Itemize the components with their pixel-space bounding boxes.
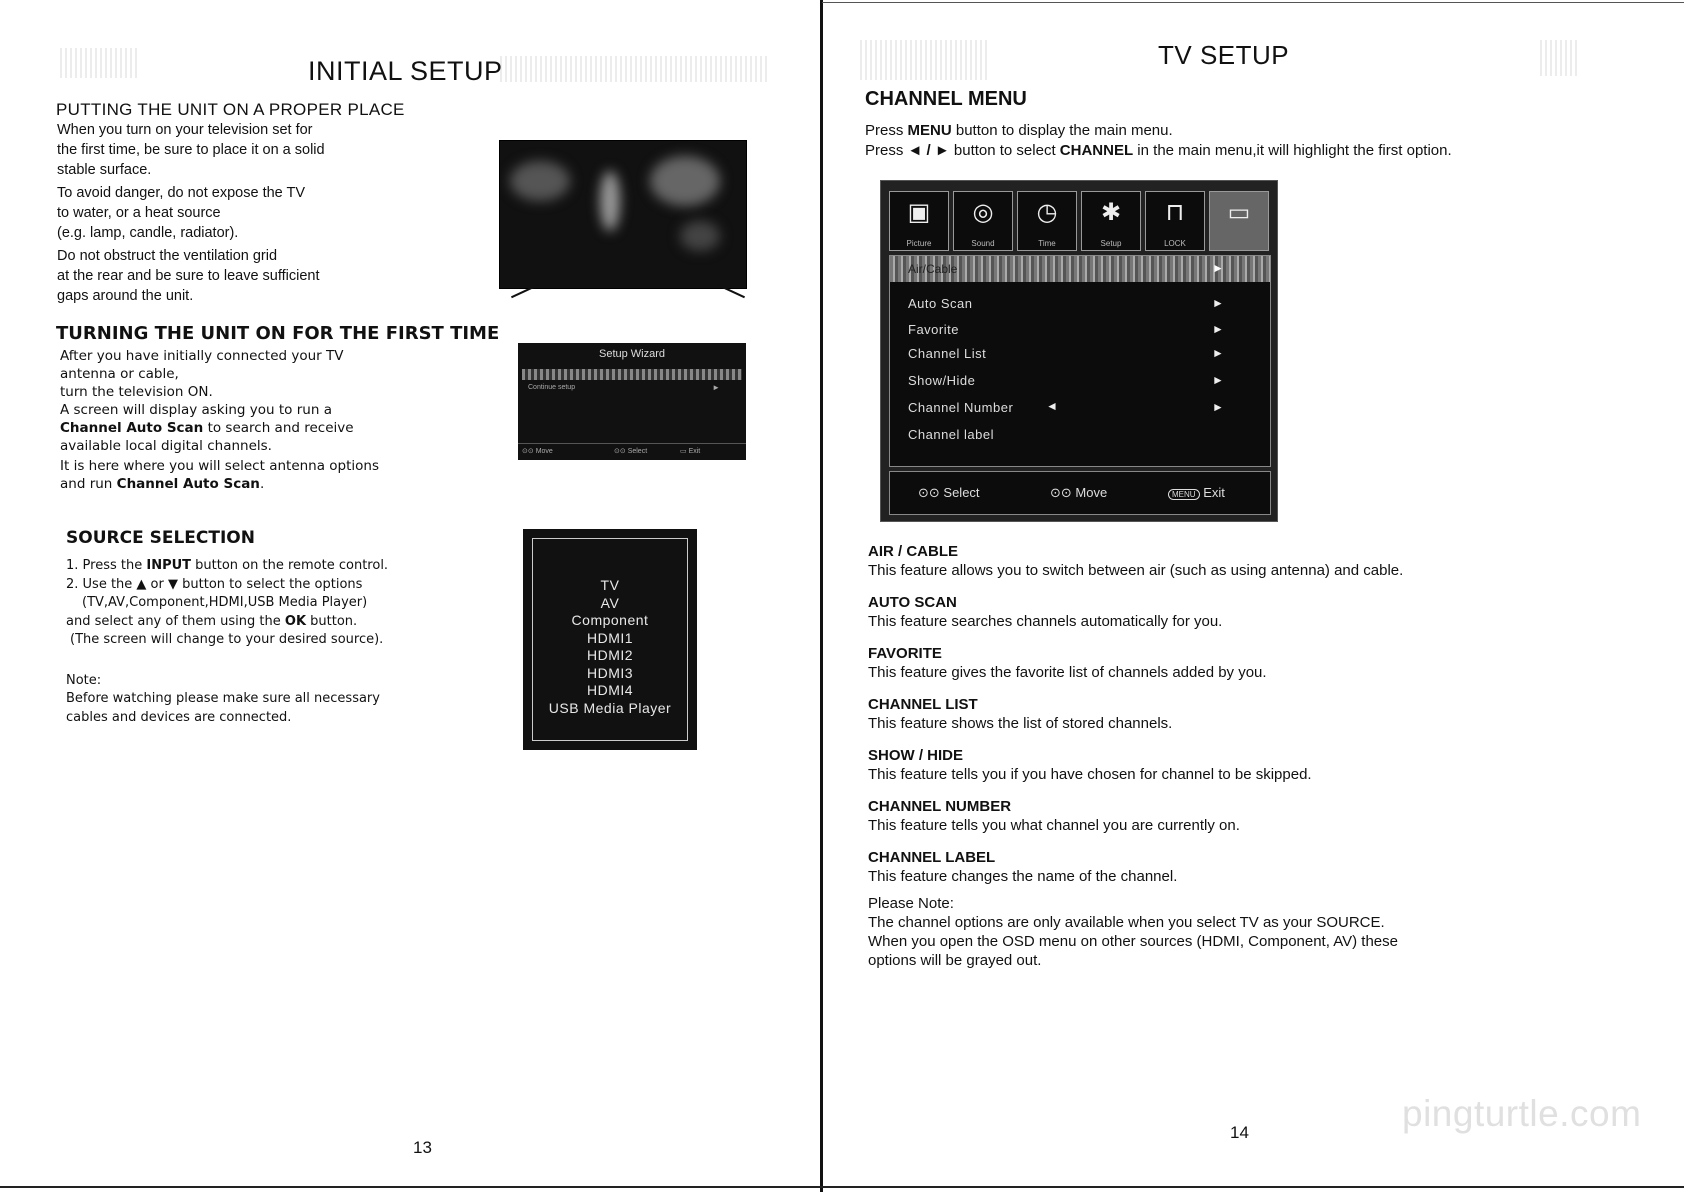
footer-move: ⊙⊙ Move: [1050, 485, 1108, 500]
menu-item-channel-list: Channel List: [908, 346, 987, 361]
menu-footer: [889, 471, 1271, 515]
source-option: USB Media Player: [548, 699, 672, 716]
feature-item: AUTO SCAN This feature searches channels automatically for you.: [868, 594, 1223, 630]
wizard-highlight: [522, 369, 742, 380]
footer-select: ⊙⊙ Select: [918, 485, 980, 500]
wizard-move: ⊙⊙ Move: [522, 448, 553, 455]
placement-text: When you turn on your television set for the first time, be sure to place it on a solid stable surface. To avoid danger, do not expose the TV to water, or a heat source (e.g. lamp, candle, radiator). Do not obstruct the ventilation grid at the rear and be sure to leave sufficient gaps around the unit.: [57, 122, 325, 304]
left-right-arrow-icon: ◄ / ►: [907, 142, 950, 159]
wizard-title: Setup Wizard: [598, 348, 666, 360]
feature-list: [868, 543, 1658, 970]
page-number: 14: [1230, 1123, 1249, 1142]
channel-menu-screen: [880, 180, 1278, 522]
source-option: HDMI4: [586, 682, 634, 698]
intro-text: Press MENU button to display the main menu. Press ◄ / ► button to select CHANNEL in the main menu,it will highlight the first option.: [865, 122, 1452, 159]
arrow-right-icon: ►: [1212, 400, 1224, 414]
page-13: [0, 0, 815, 1192]
arrow-down-icon: ▼: [168, 576, 178, 592]
tab-picture: ▣ Picture: [889, 191, 949, 251]
scan-noise: [60, 48, 140, 78]
page-divider: [820, 0, 823, 1192]
source-option: Component: [571, 612, 649, 628]
arrow-right-icon: ►: [1212, 322, 1224, 336]
lock-icon: ⊓: [1165, 199, 1185, 226]
section-heading: CHANNEL MENU: [865, 88, 1027, 110]
source-option: HDMI2: [586, 647, 634, 663]
source-heading: SOURCE SELECTION: [66, 528, 255, 548]
page-title: INITIAL SETUP: [308, 56, 503, 86]
tab-time: ◷ Time: [1017, 191, 1077, 251]
arrow-right-icon: ►: [1212, 373, 1224, 387]
tab-sound: ◎ Sound: [953, 191, 1013, 251]
watermark: pingturtle.com: [1402, 1093, 1642, 1134]
menu-tabs: [889, 187, 1271, 253]
arrow-right-icon: ►: [1212, 296, 1224, 310]
page-number: 13: [413, 1138, 432, 1157]
note-text: The channel options are only available when you select TV as your SOURCE.: [868, 914, 1385, 931]
page-title: TV SETUP: [1158, 40, 1290, 70]
gear-icon: ✱: [1100, 199, 1122, 226]
wizard-select: ⊙⊙ Select: [614, 448, 648, 455]
arrow-up-icon: ▲: [136, 576, 147, 592]
feature-item: CHANNEL NUMBER This feature tells you what channel you are currently on.: [868, 798, 1240, 834]
picture-icon: ▣: [907, 199, 931, 226]
note-label: Please Note:: [868, 895, 954, 912]
first-time-heading: TURNING THE UNIT ON FOR THE FIRST TIME: [56, 323, 500, 344]
source-list-screen: [524, 530, 696, 749]
wizard-exit: ▭ Exit: [680, 448, 701, 455]
arrow-left-icon: ◄: [1046, 399, 1058, 413]
feature-item: FAVORITE This feature gives the favorite list of channels added by you.: [868, 645, 1267, 681]
arrow-right-icon: ►: [1212, 346, 1224, 360]
feature-item: SHOW / HIDE This feature tells you if you have chosen for channel to be skipped.: [868, 747, 1312, 783]
setup-wizard-screen: [518, 343, 746, 460]
source-options: [527, 577, 693, 717]
first-time-text: After you have initially connected your TV antenna or cable, turn the television ON. A screen will display asking you to run a Channel Auto Scan to search and receive available local digital channels. It is here where you will select antenna options and run Channel Auto Scan.: [60, 348, 380, 492]
source-option: TV: [600, 577, 620, 593]
wizard-option: Continue setup: [528, 384, 576, 391]
wizard-footer: [518, 443, 746, 460]
source-option: HDMI3: [586, 664, 634, 681]
sound-icon: ◎: [972, 199, 994, 226]
menu-item-channel-label: Channel label: [908, 427, 995, 442]
feature-item: CHANNEL LABEL This feature changes the name of the channel.: [868, 849, 1178, 885]
scan-noise: [1540, 40, 1580, 76]
menu-item-channel-number: Channel Number: [908, 400, 1014, 415]
placement-heading: PUTTING THE UNIT ON A PROPER PLACE: [56, 100, 405, 119]
menu-highlight-row: Air/Cable ►: [890, 256, 1270, 282]
tab-lock: ⊓ LOCK: [1145, 191, 1205, 251]
footer-exit: MENU Exit: [1168, 485, 1225, 500]
clock-icon: ◷: [1036, 199, 1058, 226]
top-rule: [822, 2, 1684, 3]
source-option: HDMI1: [586, 629, 634, 646]
menu-panel: [889, 255, 1271, 467]
scan-noise: [500, 56, 770, 82]
menu-item-show-hide: Show/Hide: [908, 373, 976, 388]
menu-item-favorite: Favorite: [908, 322, 959, 337]
source-text: 1. Press the INPUT button on the remote control. 2. Use the ▲ or ▼ button to select the options (TV,AV,Component,HDMI,USB Media Player) and select any of them using the OK button. (The screen will change to your desired source). Note: Before watching please make sure all necessary cables and devices are connected.: [66, 558, 389, 725]
scan-noise: [860, 40, 990, 80]
menu-item-auto-scan: Auto Scan: [908, 296, 973, 311]
note-text: options will be grayed out.: [868, 952, 1042, 969]
tab-channel: [1209, 191, 1269, 251]
monitor-icon: ▭: [1227, 199, 1251, 226]
note-text: When you open the OSD menu on other sources (HDMI, Component, AV) these: [868, 933, 1398, 950]
feature-item: CHANNEL LIST This feature shows the list of stored channels.: [868, 696, 1173, 732]
feature-item: AIR / CABLE This feature allows you to switch between air (such as using antenna) and cable.: [868, 543, 1404, 579]
source-option: AV: [600, 594, 620, 611]
tv-photo: [499, 140, 747, 289]
arrow-right-icon: ►: [712, 383, 720, 392]
tab-setup: ✱ Setup: [1081, 191, 1141, 251]
